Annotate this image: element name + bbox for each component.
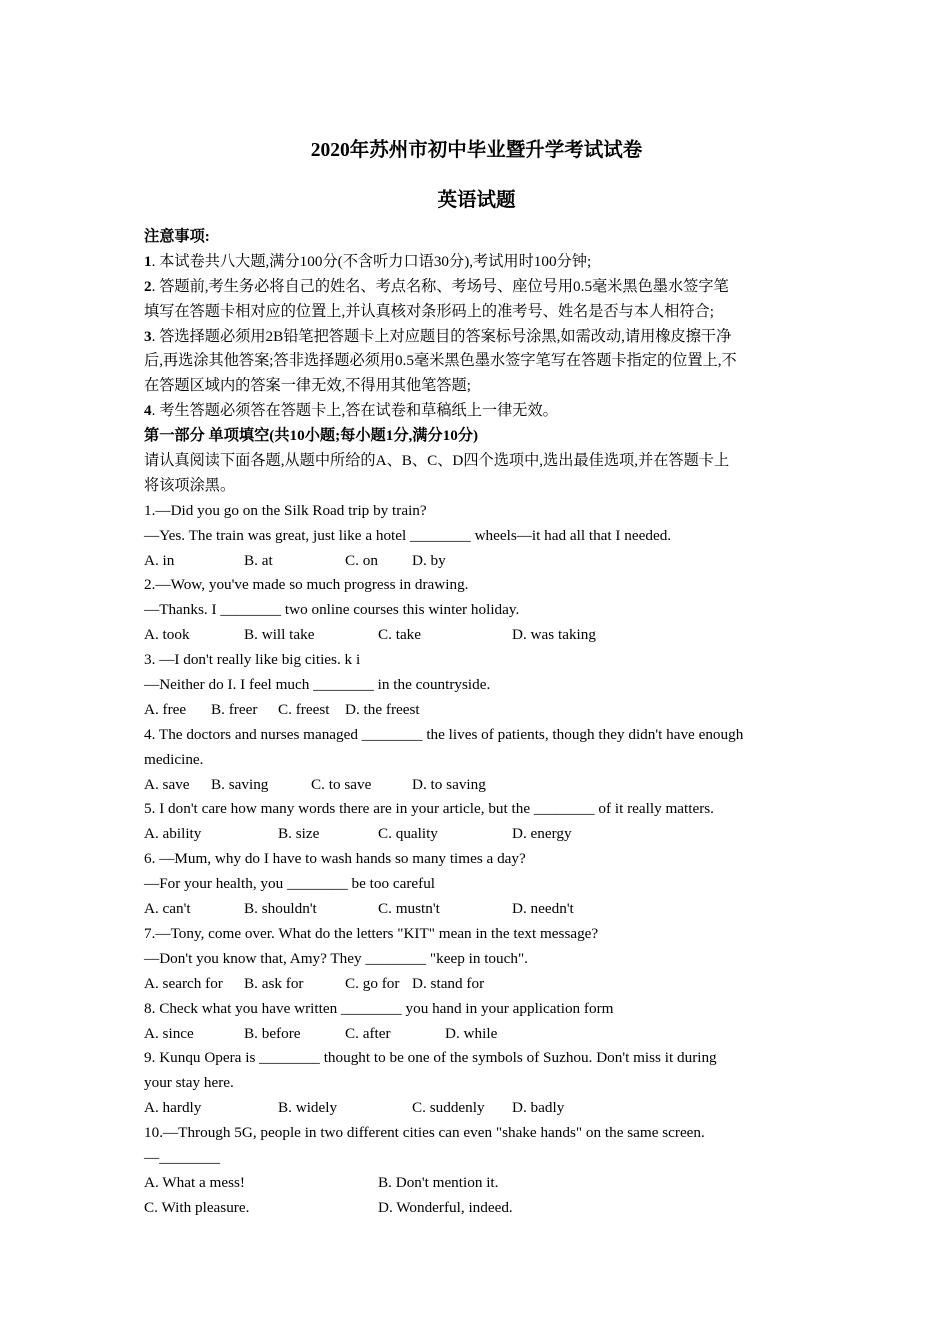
option-a: A. since [144, 1024, 194, 1042]
question-2 [144, 573, 809, 648]
notice-item-text: . 答选择题必须用2B铅笔把答题卡上对应题目的答案标号涂黑,如需改动,请用橡皮擦干净 [151, 327, 732, 345]
option-a: A. can't [144, 900, 191, 918]
option-d: D. stand for [412, 974, 485, 992]
notice-item-1 [144, 250, 809, 275]
option-b: B. will take [244, 626, 315, 644]
option-b: B. at [244, 551, 273, 569]
option-c: C. mustn't [378, 900, 440, 918]
answer-options [144, 773, 809, 798]
question-line: 4. The doctors and nurses managed ________ the lives of patients, though they didn't have enough [144, 725, 744, 743]
section-instructions: 请认真阅读下面各题,从题中所给的A、B、C、D四个选项中,选出最佳选项,并在答题卡上 [144, 452, 730, 470]
question-line: 7.—Tony, come over. What do the letters "KIT" mean in the text message? [144, 924, 599, 942]
notice-item-4 [144, 399, 809, 424]
question-8 [144, 997, 809, 1047]
question-line: medicine. [144, 750, 204, 768]
notice-item-number: 4 [144, 402, 152, 420]
question-line: 3. —I don't really like big cities. k i [144, 651, 361, 669]
notice-item-number: 1 [144, 252, 152, 270]
option-d: D. badly [512, 1099, 565, 1117]
answer-options [144, 698, 809, 723]
exam-subtitle: 英语试题 [437, 190, 516, 211]
option-b: B. freer [211, 700, 258, 718]
question-line: —________ [144, 1148, 220, 1166]
question-line: —For your health, you ________ be too careful [144, 875, 436, 893]
option-c: C. quality [378, 825, 438, 843]
option-a: A. ability [144, 825, 202, 843]
option-d: D. energy [512, 825, 572, 843]
question-9 [144, 1046, 809, 1121]
section-instructions: 将该项涂黑。 [144, 476, 236, 494]
question-3 [144, 648, 809, 723]
question-7 [144, 922, 809, 997]
notice-item-text: . 本试卷共八大题,满分100分(不含听力口语30分),考试用时100分钟; [151, 252, 592, 270]
option-a: A. save [144, 775, 190, 793]
option-c: C. suddenly [412, 1099, 485, 1117]
option-b: B. size [278, 825, 320, 843]
option-b: B. ask for [244, 974, 304, 992]
option-c: C. take [378, 626, 422, 644]
option-d: D. Wonderful, indeed. [378, 1198, 513, 1216]
section-heading: 第一部分 单项填空(共10小题;每小题1分,满分10分) [144, 427, 479, 445]
question-line: —Yes. The train was great, just like a hotel ________ wheels—it had all that I needed. [144, 526, 672, 544]
option-d: D. to saving [412, 775, 486, 793]
option-d: D. the freest [345, 700, 420, 718]
option-b: B. widely [278, 1099, 338, 1117]
option-c: C. after [345, 1024, 391, 1042]
notice-item-text: 在答题区域内的答案一律无效,不得用其他笔答题; [144, 377, 471, 395]
exam-body [144, 225, 809, 1221]
question-line: —Neither do I. I feel much ________ in the countryside. [144, 676, 491, 694]
answer-options [144, 1096, 809, 1121]
question-line: —Don't you know that, Amy? They ________ "keep in touch". [144, 949, 528, 967]
notice-item-number: 2 [144, 277, 152, 295]
notice-heading: 注意事项: [144, 228, 210, 245]
option-d: D. while [445, 1024, 498, 1042]
option-b: B. shouldn't [244, 900, 317, 918]
notice-item-text: 填写在答题卡相对应的位置上,并认真核对条形码上的准考号、姓名是否与本人相符合; [144, 302, 714, 320]
question-line: 2.—Wow, you've made so much progress in drawing. [144, 576, 469, 594]
answer-options [144, 1171, 809, 1196]
question-6 [144, 847, 809, 922]
option-a: A. in [144, 551, 175, 569]
question-1 [144, 499, 809, 574]
option-a: A. search for [144, 974, 223, 992]
question-line: 10.—Through 5G, people in two different cities can even "shake hands" on the same screen. [144, 1124, 705, 1142]
option-c: C. freest [278, 700, 330, 718]
question-line: 8. Check what you have written ________ you hand in your application form [144, 999, 614, 1017]
option-a: A. took [144, 626, 190, 644]
notice-item-text: 后,再选涂其他答案;答非选择题必须用0.5毫米黑色墨水签字笔写在答题卡指定的位置上,不 [144, 352, 737, 370]
notice-item-text: . 考生答题必须答在答题卡上,答在试卷和草稿纸上一律无效。 [151, 402, 558, 420]
option-d: D. by [412, 551, 446, 569]
option-c: C. on [345, 551, 378, 569]
option-b: B. Don't mention it. [378, 1173, 499, 1191]
answer-options [144, 1022, 809, 1047]
notice-item-2 [144, 275, 809, 325]
question-5 [144, 797, 809, 847]
option-b: B. saving [211, 775, 269, 793]
question-line: 5. I don't care how many words there are in your article, but the ________ of it really matters. [144, 800, 714, 818]
question-line: 1.—Did you go on the Silk Road trip by train? [144, 501, 427, 519]
question-line: —Thanks. I ________ two online courses this winter holiday. [144, 601, 520, 619]
question-4 [144, 723, 809, 798]
exam-title: 2020年苏州市初中毕业暨升学考试试卷 [310, 140, 643, 161]
answer-options [144, 972, 809, 997]
option-a: A. free [144, 700, 187, 718]
answer-options [144, 549, 809, 574]
option-c: C. to save [311, 775, 372, 793]
answer-options [144, 897, 809, 922]
question-10 [144, 1121, 809, 1221]
option-c: C. With pleasure. [144, 1198, 250, 1216]
option-d: D. was taking [512, 626, 596, 644]
notice-item-text: . 答题前,考生务必将自己的姓名、考点名称、考场号、座位号用0.5毫米黑色墨水签字笔 [151, 277, 729, 295]
option-a: A. hardly [144, 1099, 202, 1117]
option-d: D. needn't [512, 900, 574, 918]
notice-item-number: 3 [144, 327, 152, 345]
notice-item-3 [144, 325, 809, 400]
option-b: B. before [244, 1024, 301, 1042]
option-c: C. go for [345, 974, 400, 992]
answer-options [144, 822, 809, 847]
answer-options [144, 1196, 809, 1221]
question-line: your stay here. [144, 1074, 234, 1092]
question-line: 9. Kunqu Opera is ________ thought to be one of the symbols of Suzhou. Don't miss it during [144, 1049, 717, 1067]
option-a: A. What a mess! [144, 1173, 245, 1191]
question-line: 6. —Mum, why do I have to wash hands so many times a day? [144, 850, 526, 868]
answer-options [144, 623, 809, 648]
